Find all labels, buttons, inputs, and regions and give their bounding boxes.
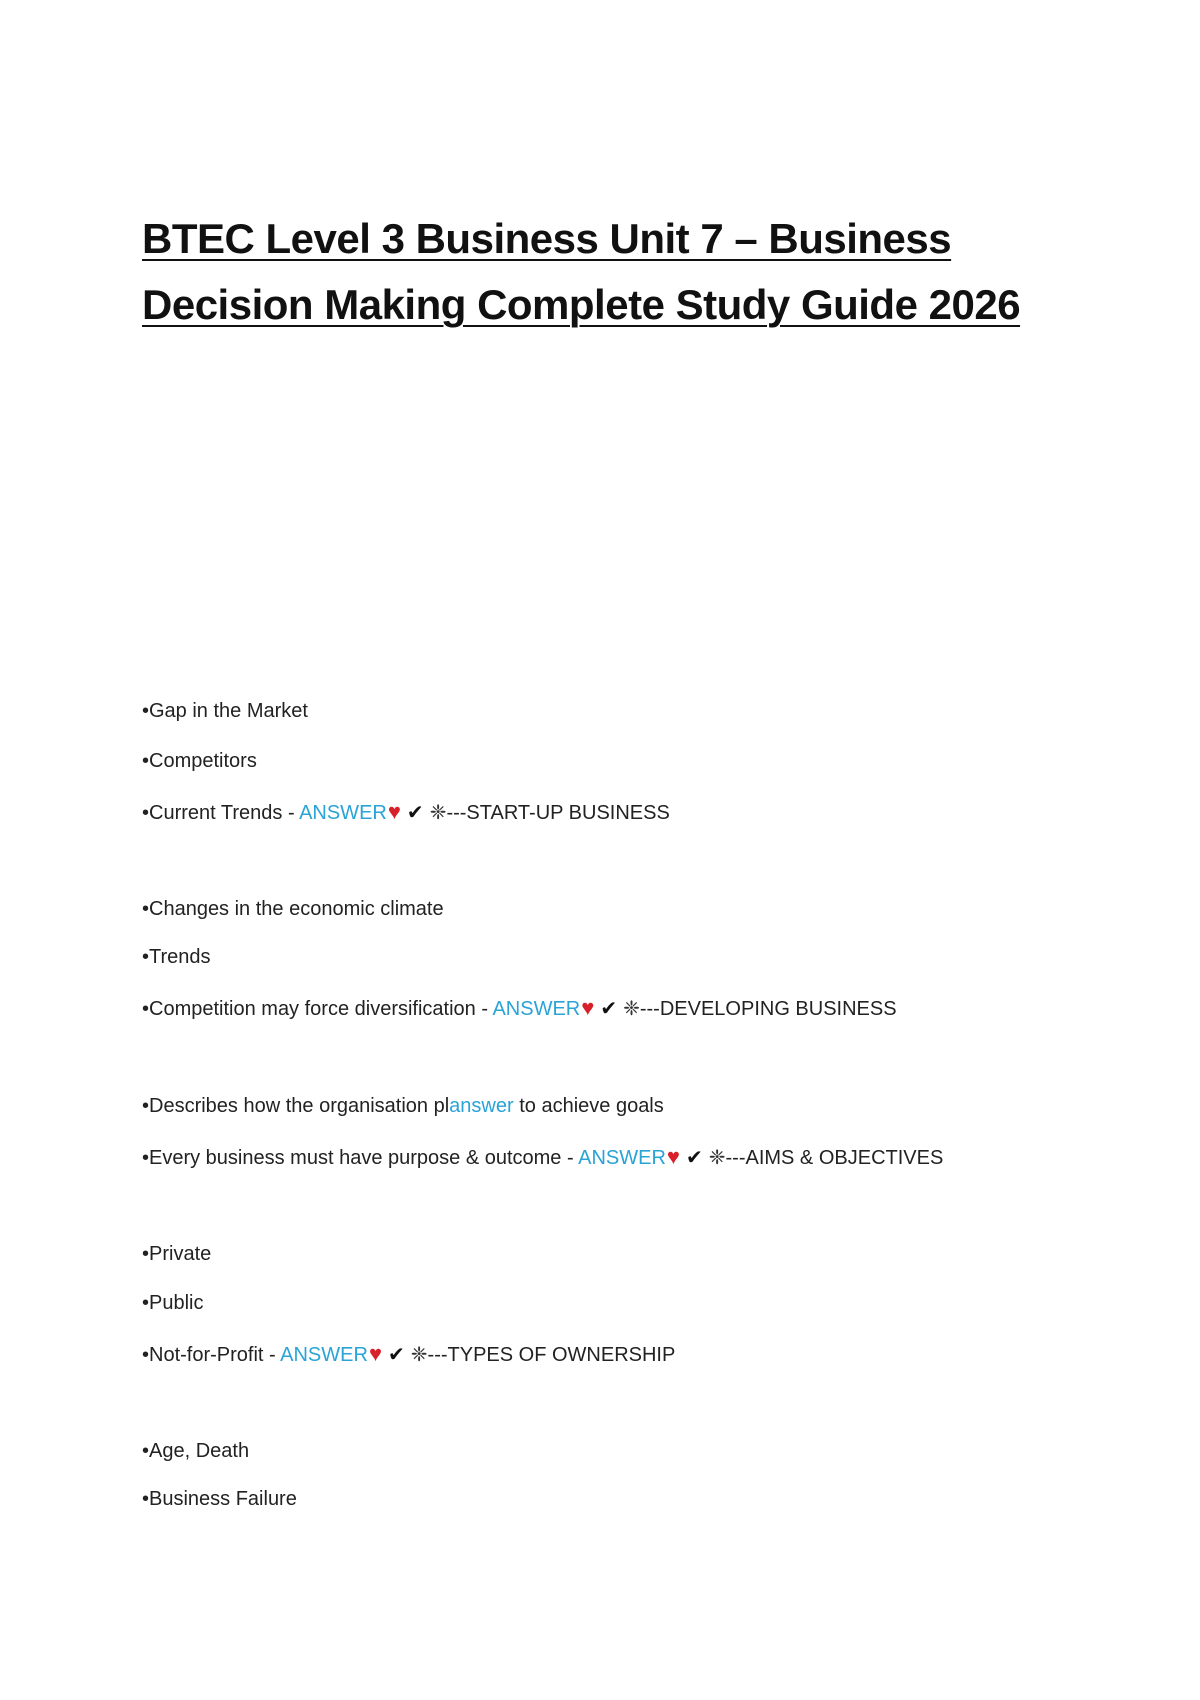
answer-inline: answer: [449, 1095, 514, 1117]
list-item-competitors: •Competitors: [142, 750, 257, 772]
checkmark-icon: ✔: [388, 1344, 405, 1366]
answer-topic: ---DEVELOPING BUSINESS: [639, 998, 897, 1020]
document-title: [142, 206, 1082, 338]
item-text: •Competition may force diversification -: [142, 998, 493, 1020]
heart-icon: ♥: [368, 1341, 382, 1366]
sparkle-icon: ❈: [708, 1147, 726, 1169]
title-line-2: Decision Making Complete Study Guide 2026: [142, 281, 1021, 328]
list-item-diversification: [142, 995, 897, 1022]
item-text: •Every business must have purpose & outcome -: [142, 1147, 579, 1169]
list-item-private: •Private: [142, 1243, 212, 1265]
heart-icon: ♥: [581, 995, 595, 1020]
list-item-trends: •Trends: [142, 946, 211, 968]
answer-topic: ---TYPES OF OWNERSHIP: [427, 1344, 676, 1366]
checkmark-icon: ✔: [406, 802, 424, 824]
list-item-business-failure: •Business Failure: [142, 1488, 297, 1510]
list-item-public: •Public: [142, 1292, 204, 1314]
answer-label: ANSWER: [280, 1344, 368, 1366]
list-item-gap-in-market: •Gap in the Market: [142, 700, 308, 722]
item-text: •Not-for-Profit -: [142, 1344, 281, 1366]
checkmark-icon: ✔: [600, 998, 618, 1020]
title-line-1: BTEC Level 3 Business Unit 7 – Business: [142, 215, 952, 262]
list-item-age-death: •Age, Death: [142, 1440, 250, 1462]
item-text: •Current Trends -: [142, 802, 300, 824]
answer-topic: ---AIMS & OBJECTIVES: [725, 1147, 944, 1169]
list-item-purpose-outcome: [142, 1144, 943, 1171]
heart-icon: ♥: [666, 1144, 680, 1169]
sparkle-icon: ❈: [429, 802, 447, 824]
answer-label: ANSWER: [578, 1147, 666, 1169]
sparkle-icon: ❈: [410, 1344, 428, 1366]
answer-topic: ---START-UP BUSINESS: [446, 802, 670, 824]
list-item-organisation-plans: [142, 1093, 664, 1119]
checkmark-icon: ✔: [685, 1147, 703, 1169]
item-text: •Describes how the organisation pl: [142, 1095, 450, 1117]
item-text-end: to achieve goals: [513, 1095, 664, 1117]
answer-label: ANSWER: [492, 998, 581, 1020]
heart-icon: ♥: [387, 799, 401, 824]
list-item-current-trends: [142, 799, 670, 826]
list-item-not-for-profit: [142, 1341, 675, 1368]
sparkle-icon: ❈: [623, 998, 640, 1020]
answer-label: ANSWER: [299, 802, 387, 824]
list-item-economic-climate: •Changes in the economic climate: [142, 898, 444, 920]
